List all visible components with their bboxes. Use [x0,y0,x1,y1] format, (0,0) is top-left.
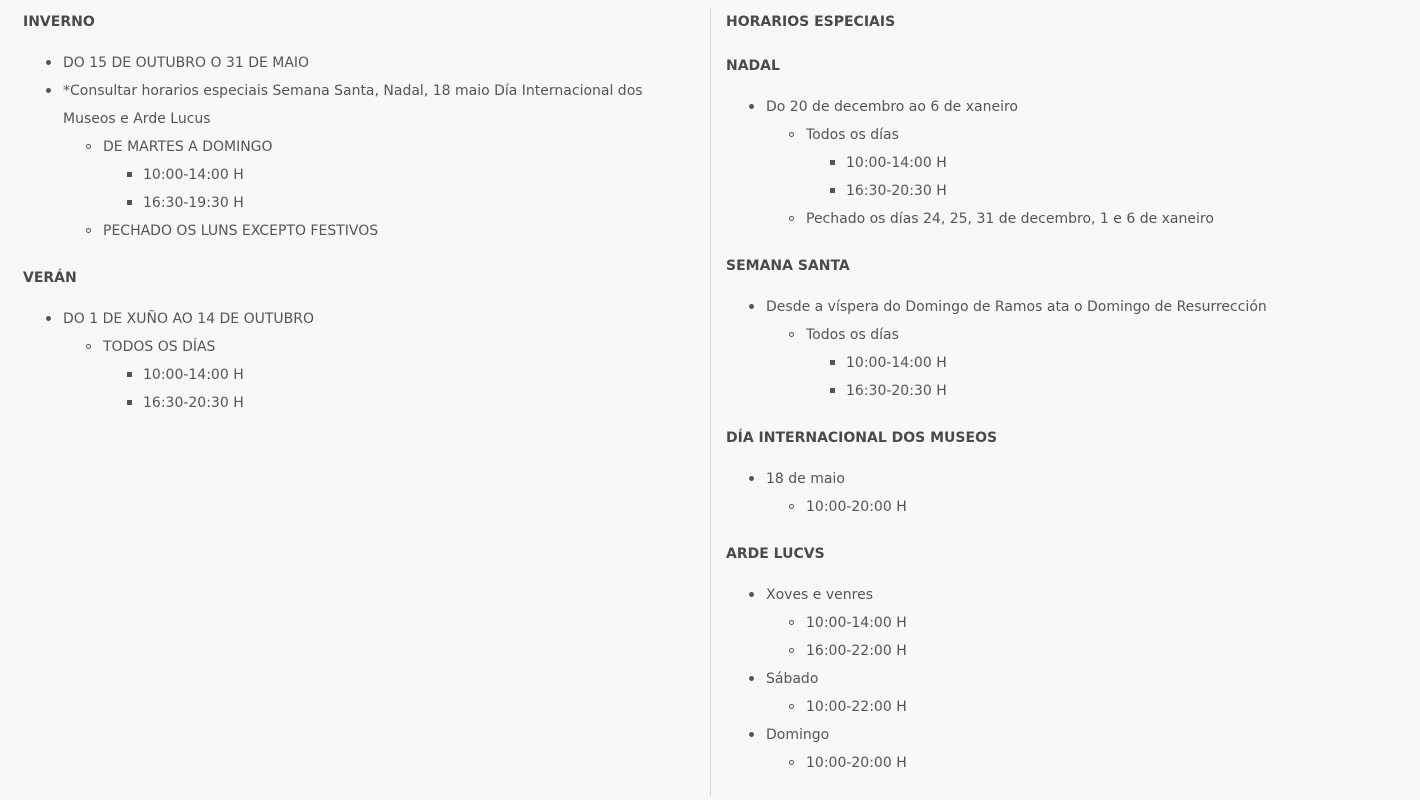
section-title-veran: VERÁN [23,270,77,286]
nadal-sublist [766,121,1406,233]
section-veran [23,267,693,417]
inverno-time-morning: 10:00-14:00 H [143,167,244,183]
list-item [806,377,1406,405]
inverno-dates: DO 15 DE OUTUBRO O 31 DE MAIO [63,55,310,71]
nadal-dates: Do 20 de decembro ao 6 de xaneiro [766,99,1018,115]
semana-santa-times [806,349,1406,405]
arde-thu-fri-times [766,609,1406,665]
arde-saturday: Sábado [766,671,819,687]
veran-sublist [63,333,693,417]
list-item [766,749,1406,777]
list-item [726,465,1406,521]
veran-time-morning: 10:00-14:00 H [143,367,244,383]
list-item [23,305,693,417]
inverno-days: DE MARTES A DOMINGO [103,139,273,155]
list-item [766,121,1406,205]
section-dia-museos [726,427,1406,521]
arde-sunday-times [766,749,1406,777]
section-nadal [726,55,1406,233]
list-item [23,77,693,245]
nadal-times [806,149,1406,205]
list-item [103,189,693,217]
arde-saturday-times [766,693,1406,721]
arde-thu-fri: Xoves e venres [766,587,873,603]
list-item [766,693,1406,721]
list-item [23,49,693,77]
section-title-nadal: NADAL [726,58,780,74]
list-item [766,321,1406,405]
list-item [63,133,693,217]
list-item [726,293,1406,405]
section-semana-santa [726,255,1406,405]
nadal-time-morning: 10:00-14:00 H [846,155,947,171]
semana-santa-time-morning: 10:00-14:00 H [846,355,947,371]
semana-santa-days: Todos os días [806,327,899,343]
arde-list [726,581,1406,777]
section-title-especiais: HORARIOS ESPECIAIS [726,14,896,30]
veran-days: TODOS OS DÍAS [103,339,216,355]
list-item [103,161,693,189]
inverno-time-afternoon: 16:30-19:30 H [143,195,244,211]
arde-thu-fri-morning: 10:00-14:00 H [806,615,907,631]
list-item [766,637,1406,665]
nadal-days: Todos os días [806,127,899,143]
list-item [766,493,1406,521]
section-title-semana-santa: SEMANA SANTA [726,258,850,274]
list-item [726,581,1406,665]
list-item [726,721,1406,777]
museos-list [726,465,1406,521]
arde-saturday-time: 10:00-22:00 H [806,699,907,715]
section-title-museos: DÍA INTERNACIONAL DOS MUSEOS [726,430,998,446]
arde-sunday: Domingo [766,727,830,743]
left-column [23,0,693,417]
list-item [766,205,1406,233]
right-column [726,0,1406,777]
museos-time: 10:00-20:00 H [806,499,907,515]
nadal-list [726,93,1406,233]
nadal-closed: Pechado os días 24, 25, 31 de decembro, 1 e 6 de xaneiro [806,211,1214,227]
nadal-time-afternoon: 16:30-20:30 H [846,183,947,199]
section-title-inverno: INVERNO [23,14,95,30]
list-item [726,665,1406,721]
museos-date: 18 de maio [766,471,845,487]
section-inverno [23,11,693,245]
museos-sublist [766,493,1406,521]
semana-santa-list [726,293,1406,405]
semana-santa-time-afternoon: 16:30-20:30 H [846,383,947,399]
veran-time-afternoon: 16:30-20:30 H [143,395,244,411]
semana-santa-dates: Desde a víspera do Domingo de Ramos ata o Domingo de Resurrección [766,299,1267,315]
list-item [63,333,693,417]
inverno-times [103,161,693,217]
list-item [103,389,693,417]
arde-sunday-time: 10:00-20:00 H [806,755,907,771]
section-horarios-especiais [726,11,1406,33]
inverno-closed: PECHADO OS LUNS EXCEPTO FESTIVOS [103,223,379,239]
inverno-sublist [63,133,693,245]
list-item [103,361,693,389]
list-item [806,349,1406,377]
list-item [63,217,693,245]
list-item [726,93,1406,233]
semana-santa-sublist [766,321,1406,405]
list-item [806,149,1406,177]
inverno-list [23,49,693,245]
veran-list [23,305,693,417]
veran-times [103,361,693,417]
section-arde-lucvs [726,543,1406,777]
list-item [766,609,1406,637]
arde-thu-fri-afternoon: 16:00-22:00 H [806,643,907,659]
list-item [806,177,1406,205]
inverno-note: *Consultar horarios especiais Semana Santa, Nadal, 18 maio Día Internacional dos Museos e Arde Lucus [63,83,643,127]
column-divider [710,8,711,796]
veran-dates: DO 1 DE XUÑO AO 14 DE OUTUBRO [63,311,315,327]
section-title-arde: ARDE LUCVS [726,546,825,562]
